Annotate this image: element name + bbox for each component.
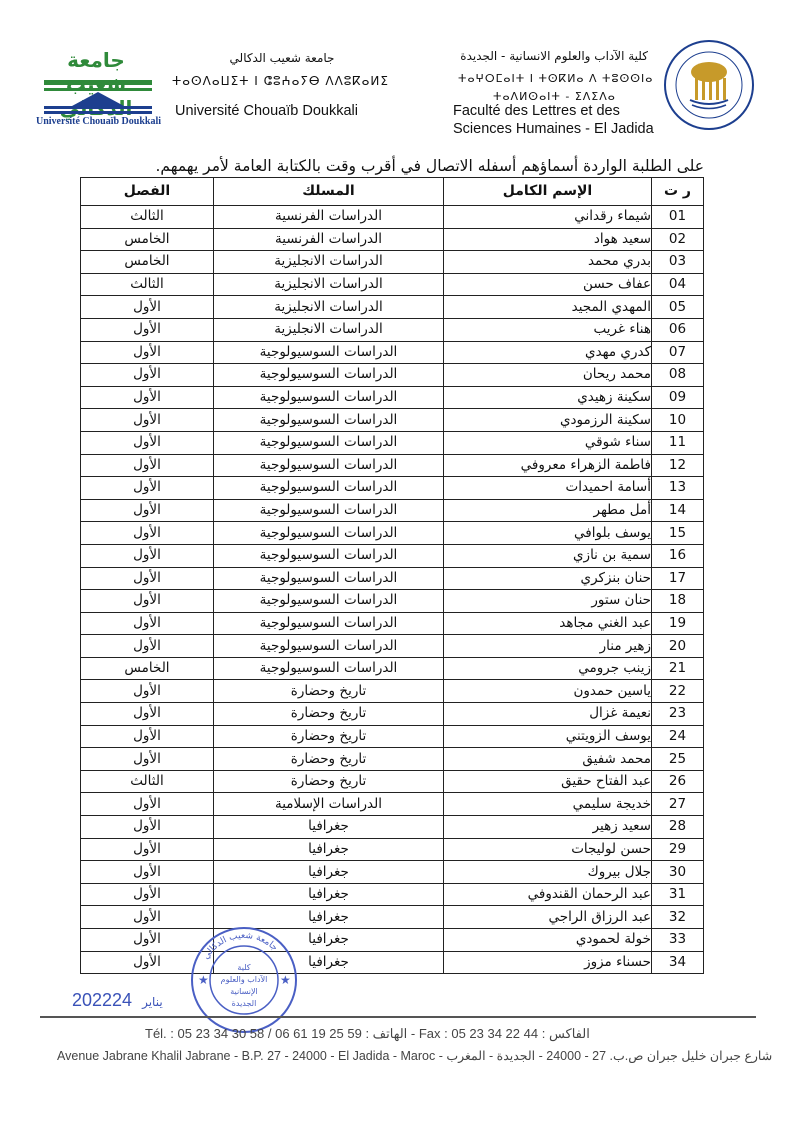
student-name: عبد الغني مجاهد [444, 612, 652, 635]
table-row [81, 567, 704, 590]
table-row [81, 680, 704, 703]
row-number: 23 [652, 703, 704, 726]
student-name: فاطمة الزهراء معروفي [444, 454, 652, 477]
table-row [81, 431, 704, 454]
table-header-row [81, 178, 704, 206]
university-name-amazigh: ⵜⴰⵙⴷⴰⵡⵉⵜ ⵏ ⵛⵓⵄⴰⵢⴱ ⴷⴷⵓⴽⴰⵍⵉ [172, 74, 389, 88]
track-name: الدراسات الانجليزية [214, 251, 444, 274]
university-logo-arabic: جامعة [67, 48, 125, 72]
row-number: 22 [652, 680, 704, 703]
track-name: جغرافيا [214, 883, 444, 906]
student-name: هناء غريب [444, 318, 652, 341]
row-number: 25 [652, 748, 704, 771]
row-number: 24 [652, 725, 704, 748]
track-name: الدراسات الفرنسية [214, 228, 444, 251]
track-name: جغرافيا [214, 951, 444, 974]
semester-value: الأول [81, 499, 214, 522]
semester-value: الأول [81, 635, 214, 658]
row-number: 27 [652, 793, 704, 816]
table-row [81, 341, 704, 364]
student-name: بدري محمد [444, 251, 652, 274]
student-name: سكينة زهيدي [444, 386, 652, 409]
svg-text:كلية: كلية [237, 963, 251, 972]
row-number: 21 [652, 657, 704, 680]
row-number: 29 [652, 838, 704, 861]
track-name: تاريخ وحضارة [214, 703, 444, 726]
table-row [81, 296, 704, 319]
official-stamp-icon [188, 924, 300, 1036]
semester-value: الأول [81, 951, 214, 974]
faculty-name-french-2: Sciences Humaines - El Jadida [453, 121, 654, 137]
student-name: يوسف بلوافي [444, 522, 652, 545]
row-number: 17 [652, 567, 704, 590]
table-row [81, 228, 704, 251]
student-name: زهير منار [444, 635, 652, 658]
row-number: 01 [652, 206, 704, 229]
track-name: الدراسات السوسيولوجية [214, 386, 444, 409]
track-name: جغرافيا [214, 861, 444, 884]
document-date [72, 990, 173, 1011]
row-number: 19 [652, 612, 704, 635]
semester-value: الأول [81, 522, 214, 545]
track-name: جغرافيا [214, 816, 444, 839]
faculty-name-amazigh-1: ⵜⴰⵖⵔⵎⴰⵏⵜ ⵏ ⵜⵙⴽⵍⴰ ⴷ ⵜⵓⵙⵙⵏⴰ [458, 72, 654, 85]
table-row [81, 590, 704, 613]
date-month: يناير [142, 995, 163, 1009]
student-name: محمد ريحان [444, 364, 652, 387]
row-number: 10 [652, 409, 704, 432]
row-number: 02 [652, 228, 704, 251]
footer-divider [40, 1016, 756, 1018]
table-row [81, 544, 704, 567]
table-row [81, 703, 704, 726]
table-row [81, 657, 704, 680]
student-name: حسناء مزوز [444, 951, 652, 974]
semester-value: الأول [81, 296, 214, 319]
faculty-logo-icon [662, 38, 756, 132]
row-number: 06 [652, 318, 704, 341]
date-year: 2022 [72, 990, 113, 1010]
row-number: 09 [652, 386, 704, 409]
semester-value: الثالث [81, 273, 214, 296]
notice-intro: على الطلبة الواردة أسماؤهم أسفله الاتصال في أقرب وقت بالكتابة العامة لأمر يهمهم. [155, 157, 704, 175]
student-name: عبد الرزاق الراجي [444, 906, 652, 929]
student-name: محمد شفيق [444, 748, 652, 771]
row-number: 20 [652, 635, 704, 658]
faculty-name-amazigh-2: ⵜⴰⴷⵍⵙⴰⵏⵜ - ⵉⴷⵉⴷⴰ [493, 90, 616, 103]
university-name-french: Université Chouaïb Doukkali [175, 103, 358, 119]
semester-value: الأول [81, 929, 214, 952]
table-row [81, 635, 704, 658]
row-number: 05 [652, 296, 704, 319]
stamp-ring-text: جامعة شعيب الدكالي [201, 930, 280, 962]
semester-value: الأول [81, 748, 214, 771]
semester-value: الأول [81, 567, 214, 590]
track-name: تاريخ وحضارة [214, 725, 444, 748]
track-name: الدراسات الفرنسية [214, 206, 444, 229]
table-row [81, 612, 704, 635]
header-track: المسلك [214, 178, 444, 206]
student-name: حنان بنزكري [444, 567, 652, 590]
svg-text:★: ★ [280, 973, 291, 987]
row-number: 34 [652, 951, 704, 974]
semester-value: الأول [81, 477, 214, 500]
table-row [81, 883, 704, 906]
student-name: حسن لوليجات [444, 838, 652, 861]
semester-value: الأول [81, 454, 214, 477]
row-number: 07 [652, 341, 704, 364]
track-name: الدراسات السوسيولوجية [214, 454, 444, 477]
semester-value: الأول [81, 861, 214, 884]
semester-value: الأول [81, 431, 214, 454]
track-name: جغرافيا [214, 838, 444, 861]
semester-value: الخامس [81, 251, 214, 274]
track-name: الدراسات السوسيولوجية [214, 409, 444, 432]
student-name: سعيد هواد [444, 228, 652, 251]
university-logo-mark [44, 80, 152, 114]
track-name: الدراسات السوسيولوجية [214, 544, 444, 567]
semester-value: الأول [81, 590, 214, 613]
track-name: تاريخ وحضارة [214, 680, 444, 703]
footer-address: Avenue Jabrane Khalil Jabrane - B.P. 27 - 24000 - El Jadida - Maroc - شارع جبران خليل جبران ص.ب. 27 - 24000 - الجديدة - المغرب [57, 1049, 773, 1063]
student-name: شيماء رقداني [444, 206, 652, 229]
row-number: 31 [652, 883, 704, 906]
semester-value: الأول [81, 386, 214, 409]
student-name: المهدي المجيد [444, 296, 652, 319]
table-row [81, 725, 704, 748]
track-name: الدراسات السوسيولوجية [214, 590, 444, 613]
table-row [81, 386, 704, 409]
row-number: 33 [652, 929, 704, 952]
row-number: 16 [652, 544, 704, 567]
row-number: 08 [652, 364, 704, 387]
student-name: سكينة الرزمودي [444, 409, 652, 432]
table-row [81, 522, 704, 545]
semester-value: الأول [81, 612, 214, 635]
semester-value: الأول [81, 318, 214, 341]
table-row [81, 273, 704, 296]
track-name: الدراسات السوسيولوجية [214, 364, 444, 387]
semester-value: الأول [81, 725, 214, 748]
row-number: 32 [652, 906, 704, 929]
table-row [81, 318, 704, 341]
header-num: ر ت [652, 178, 704, 206]
semester-value: الأول [81, 793, 214, 816]
semester-value: الأول [81, 883, 214, 906]
student-name: حنان ستور [444, 590, 652, 613]
row-number: 26 [652, 770, 704, 793]
row-number: 30 [652, 861, 704, 884]
faculty-name-arabic: كلية الآداب والعلوم الانسانية - الجديدة [460, 49, 648, 63]
track-name: جغرافيا [214, 906, 444, 929]
row-number: 28 [652, 816, 704, 839]
track-name: الدراسات السوسيولوجية [214, 635, 444, 658]
table-row [81, 206, 704, 229]
row-number: 18 [652, 590, 704, 613]
row-number: 14 [652, 499, 704, 522]
track-name: الدراسات السوسيولوجية [214, 477, 444, 500]
footer-contact: Tél. : 05 23 34 30 58 / 06 61 19 25 59 : الهاتف - Fax : 05 23 34 22 44 : الفاكس [145, 1026, 590, 1041]
student-name: عبد الفتاح حقيق [444, 770, 652, 793]
table-row [81, 793, 704, 816]
table-row [81, 951, 704, 974]
track-name: الدراسات السوسيولوجية [214, 431, 444, 454]
track-name: الدراسات السوسيولوجية [214, 499, 444, 522]
header-semester: الفصل [81, 178, 214, 206]
student-name: أمل مطهر [444, 499, 652, 522]
student-name: كدري مهدي [444, 341, 652, 364]
date-day: 24 [112, 990, 133, 1010]
svg-text:★: ★ [198, 973, 209, 987]
semester-value: الخامس [81, 228, 214, 251]
student-name: يوسف الزويتني [444, 725, 652, 748]
table-row [81, 409, 704, 432]
track-name: الدراسات السوسيولوجية [214, 341, 444, 364]
semester-value: الأول [81, 703, 214, 726]
semester-value: الأول [81, 906, 214, 929]
student-name: سعيد زهير [444, 816, 652, 839]
student-name: عفاف حسن [444, 273, 652, 296]
table-row [81, 454, 704, 477]
student-name: عبد الرحمان القندوفي [444, 883, 652, 906]
table-row [81, 364, 704, 387]
semester-value: الثالث [81, 206, 214, 229]
student-name: أسامة احميدات [444, 477, 652, 500]
svg-text:الآداب والعلوم: الآداب والعلوم [220, 975, 268, 984]
semester-value: الخامس [81, 657, 214, 680]
track-name: الدراسات الانجليزية [214, 273, 444, 296]
table-row [81, 929, 704, 952]
semester-value: الأول [81, 544, 214, 567]
track-name: تاريخ وحضارة [214, 770, 444, 793]
student-name: سناء شوقي [444, 431, 652, 454]
student-name: نعيمة غزال [444, 703, 652, 726]
semester-value: الأول [81, 838, 214, 861]
row-number: 03 [652, 251, 704, 274]
table-row [81, 251, 704, 274]
student-name: خديجة سليمي [444, 793, 652, 816]
student-name: خولة لحمودي [444, 929, 652, 952]
header-name: الإسم الكامل [444, 178, 652, 206]
row-number: 04 [652, 273, 704, 296]
student-name: سمية بن نازي [444, 544, 652, 567]
student-name: ياسين حمدون [444, 680, 652, 703]
table-row [81, 770, 704, 793]
semester-value: الأول [81, 816, 214, 839]
student-name: جلال بيروك [444, 861, 652, 884]
track-name: الدراسات الانجليزية [214, 296, 444, 319]
row-number: 11 [652, 431, 704, 454]
track-name: الدراسات السوسيولوجية [214, 657, 444, 680]
svg-text:الإنسانية: الإنسانية [230, 987, 258, 996]
faculty-name-french-1: Faculté des Lettres et des [453, 103, 620, 119]
table-row [81, 816, 704, 839]
table-row [81, 477, 704, 500]
semester-value: الأول [81, 409, 214, 432]
semester-value: الثالث [81, 770, 214, 793]
university-name-arabic: جامعة شعيب الدكالي [229, 51, 335, 65]
track-name: الدراسات السوسيولوجية [214, 522, 444, 545]
track-name: الدراسات الإسلامية [214, 793, 444, 816]
university-logo-french: Université Chouaïb Doukkali [36, 116, 162, 127]
table-row [81, 499, 704, 522]
track-name: جغرافيا [214, 929, 444, 952]
semester-value: الأول [81, 364, 214, 387]
track-name: الدراسات السوسيولوجية [214, 567, 444, 590]
table-row [81, 861, 704, 884]
semester-value: الأول [81, 341, 214, 364]
row-number: 13 [652, 477, 704, 500]
student-name: زينب جرومي [444, 657, 652, 680]
row-number: 12 [652, 454, 704, 477]
semester-value: الأول [81, 680, 214, 703]
track-name: الدراسات الانجليزية [214, 318, 444, 341]
track-name: تاريخ وحضارة [214, 748, 444, 771]
table-row [81, 906, 704, 929]
table-row [81, 748, 704, 771]
svg-text:الجديدة: الجديدة [231, 999, 257, 1008]
students-table [80, 177, 704, 974]
track-name: الدراسات السوسيولوجية [214, 612, 444, 635]
table-row [81, 838, 704, 861]
row-number: 15 [652, 522, 704, 545]
